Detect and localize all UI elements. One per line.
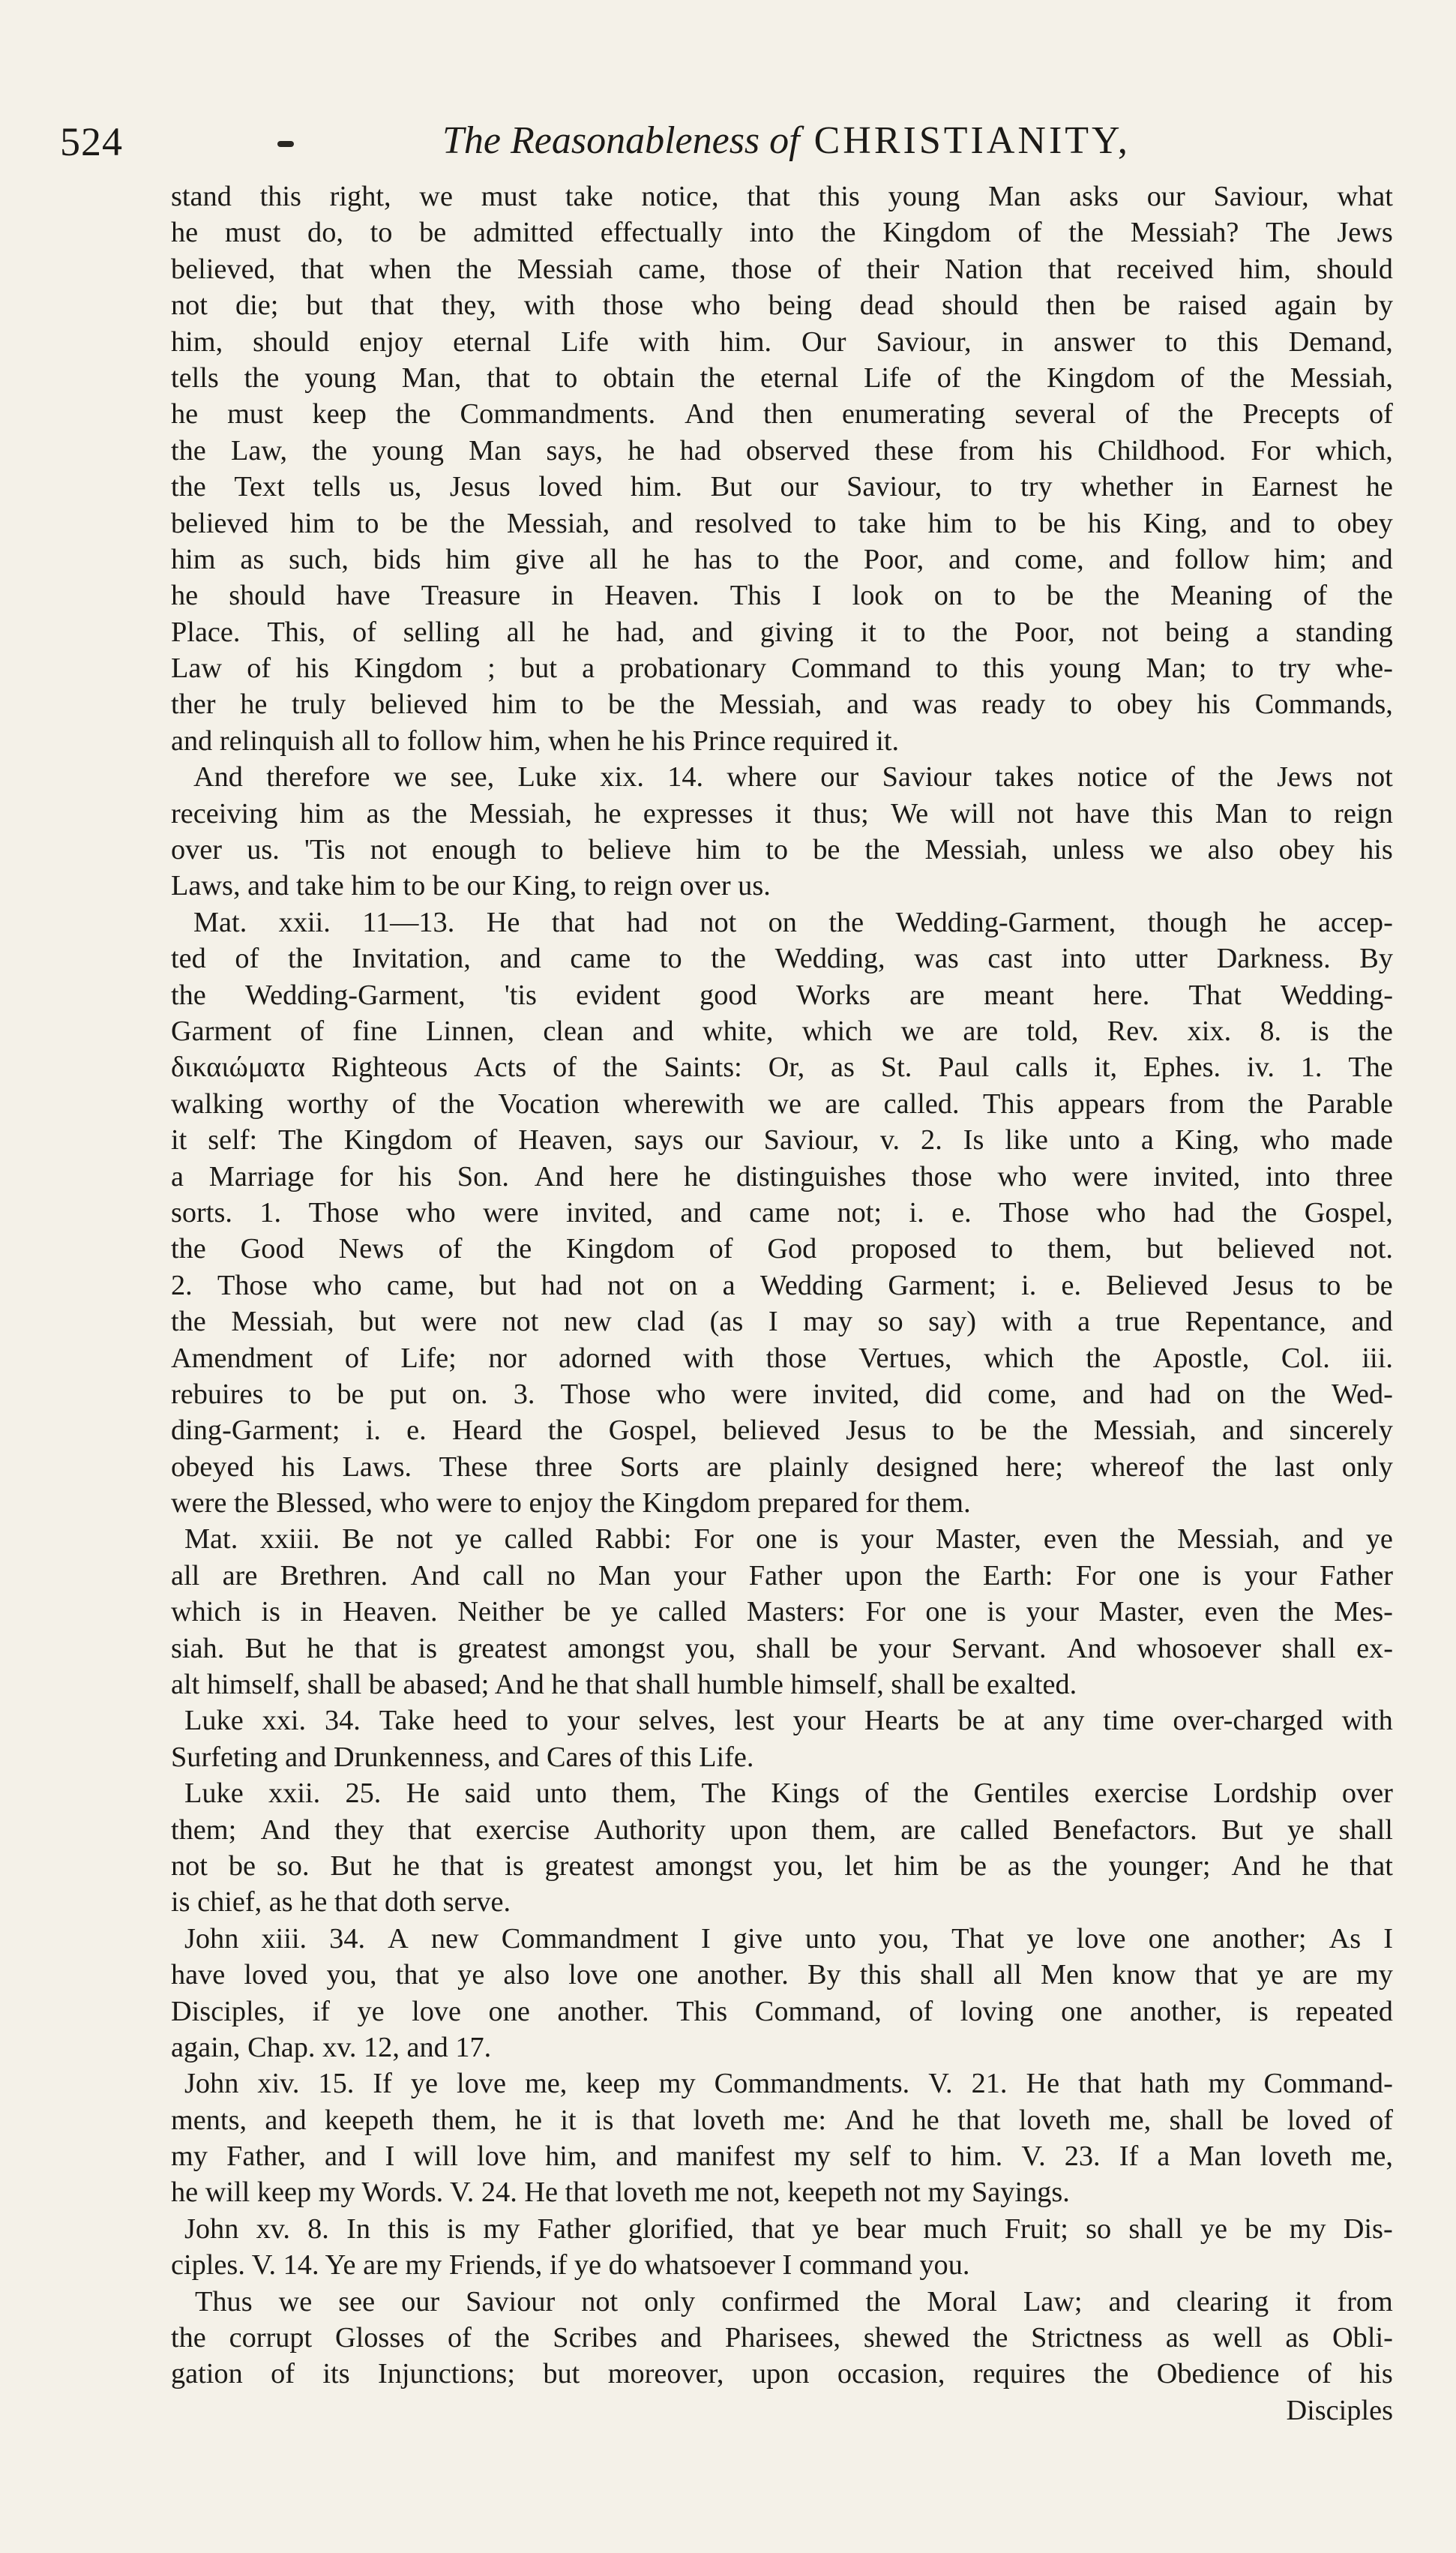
text-line: Luke xxii. 25. He said unto them, The Kings of the Gentiles exercise Lordship over bbox=[184, 1778, 1393, 1810]
text-line: Laws, and take him to be our King, to reign over us. bbox=[171, 870, 771, 902]
text-line: it self: The Kingdom of Heaven, says our Saviour, v. 2. Is like unto a King, who made bbox=[171, 1124, 1393, 1156]
text-line: not be so. But he that is greatest amongst you, let him be as the younger; And he that bbox=[171, 1850, 1393, 1882]
text-line: Disciples, if ye love one another. This Command, of loving one another, is repeated bbox=[171, 1995, 1393, 2027]
text-line: ciples. V. 14. Ye are my Friends, if ye do whatsoever I command you. bbox=[171, 2249, 970, 2282]
text-line: he should have Treasure in Heaven. This I look on to be the Meaning of the bbox=[171, 580, 1393, 612]
running-title-italic: The Reasonableness of bbox=[442, 119, 800, 162]
text-line: all are Brethren. And call no Man your Father upon the Earth: For one is your Father bbox=[171, 1559, 1393, 1592]
page-header bbox=[60, 112, 1395, 172]
text-line: Mat. xxii. 11—13. He that had not on the Wedding-Garment, though he accep- bbox=[193, 906, 1393, 938]
text-line: believed him to be the Messiah, and resolved to take him to be his King, and to obey bbox=[171, 507, 1393, 539]
text-line: alt himself, shall be abased; And he that shall humble himself, shall be exalted. bbox=[171, 1669, 1077, 1701]
text-line: and relinquish all to follow him, when he his Prince required it. bbox=[171, 724, 900, 757]
text-line: have loved you, that ye also love one another. By this shall all Men know that ye are my bbox=[171, 1959, 1393, 1991]
text-line: obeyed his Laws. These three Sorts are plainly designed here; whereof the last only bbox=[171, 1450, 1393, 1483]
text-line: ding-Garment; i. e. Heard the Gospel, believed Jesus to be the Messiah, and sincerely bbox=[171, 1414, 1393, 1447]
text-line: again, Chap. xv. 12, and 17. bbox=[171, 2031, 492, 2063]
text-line: ther he truly believed him to be the Messiah, and was ready to obey his Commands, bbox=[171, 688, 1393, 721]
text-line: ments, and keepeth them, he it is that loveth me: And he that loveth me, shall be loved of bbox=[171, 2104, 1393, 2136]
text-line: believed, that when the Messiah came, those of their Nation that received him, should bbox=[171, 253, 1393, 285]
text-line: walking worthy of the Vocation wherewith we are called. This appears from the Parable bbox=[171, 1088, 1393, 1120]
text-line: δικαιώματα Righteous Acts of the Saints: Or, as St. Paul calls it, Ephes. iv. 1. The bbox=[171, 1052, 1393, 1084]
text-line: 2. Those who came, but had not on a Wedding Garment; i. e. Believed Jesus to be bbox=[171, 1269, 1393, 1301]
text-line: Mat. xxiii. Be not ye called Rabbi: For one is your Master, even the Messiah, and ye bbox=[184, 1523, 1393, 1556]
text-line: him, should enjoy eternal Life with him. Our Saviour, in answer to this Demand, bbox=[171, 326, 1393, 358]
text-line: ted of the Invitation, and came to the Wedding, was cast into utter Darkness. By bbox=[171, 943, 1393, 975]
text-line: he must keep the Commandments. And then enumerating several of the Precepts of bbox=[171, 398, 1393, 430]
running-title bbox=[442, 118, 1131, 163]
text-line: the Law, the young Man says, he had observed these from his Childhood. For which, bbox=[171, 434, 1393, 466]
text-line: John xiii. 34. A new Commandment I give unto you, That ye love one another; As I bbox=[184, 1922, 1393, 1954]
text-line: Surfeting and Drunkenness, and Cares of this Life. bbox=[171, 1741, 754, 1773]
text-line: rebuires to be put on. 3. Those who were invited, did come, and had on the Wed- bbox=[171, 1378, 1393, 1410]
text-line: tells the young Man, that to obtain the eternal Life of the Kingdom of the Messiah, bbox=[171, 362, 1393, 394]
header-ornament bbox=[277, 141, 294, 147]
text-line: the corrupt Glosses of the Scribes and Pharisees, shewed the Strictness as well as Obli- bbox=[171, 2322, 1393, 2354]
text-line: Law of his Kingdom ; but a probationary Command to this young Man; to try whe- bbox=[171, 652, 1393, 685]
running-title-caps: CHRISTIANITY, bbox=[813, 119, 1131, 162]
text-line: which is in Heaven. Neither be ye called Masters: For one is your Master, even the Mes- bbox=[171, 1596, 1393, 1628]
text-line: Place. This, of selling all he had, and giving it to the Poor, not being a standing bbox=[171, 616, 1393, 648]
text-line: my Father, and I will love him, and manifest my self to him. V. 23. If a Man loveth me, bbox=[171, 2140, 1393, 2173]
text-line: stand this right, we must take notice, that this young Man asks our Saviour, what bbox=[171, 181, 1393, 212]
text-line: gation of its Injunctions; but moreover, upon occasion, requires the Obedience of his bbox=[171, 2358, 1393, 2390]
text-line: John xiv. 15. If ye love me, keep my Commandments. V. 21. He that hath my Command- bbox=[184, 2068, 1393, 2100]
text-line: Amendment of Life; nor adorned with those Vertues, which the Apostle, Col. iii. bbox=[171, 1342, 1393, 1374]
page-number: 524 bbox=[60, 119, 123, 164]
text-line: the Good News of the Kingdom of God proposed to them, but believed not. bbox=[171, 1233, 1393, 1265]
text-line: is chief, as he that doth serve. bbox=[171, 1886, 511, 1918]
text-line: the Text tells us, Jesus loved him. But our Saviour, to try whether in Earnest he bbox=[171, 471, 1393, 503]
text-line: And therefore we see, Luke xix. 14. where our Saviour takes notice of the Jews not bbox=[193, 761, 1393, 794]
text-line: Thus we see our Saviour not only confirmed the Moral Law; and clearing it from bbox=[195, 2285, 1393, 2318]
text-line: Disciples bbox=[1286, 2394, 1393, 2426]
text-line: John xv. 8. In this is my Father glorified, that ye bear much Fruit; so shall ye be my Dis- bbox=[184, 2212, 1393, 2245]
text-line: he will keep my Words. V. 24. He that loveth me not, keepeth not my Sayings. bbox=[171, 2176, 1070, 2209]
body-text bbox=[171, 178, 1393, 2428]
text-line: Garment of fine Linnen, clean and white, which we are told, Rev. xix. 8. is the bbox=[171, 1015, 1393, 1047]
text-line: a Marriage for his Son. And here he distinguishes those who were invited, into three bbox=[171, 1160, 1393, 1192]
text-line: not die; but that they, with those who being dead should then be raised again by bbox=[171, 290, 1393, 322]
text-line: receiving him as the Messiah, he expresses it thus; We will not have this Man to reign bbox=[171, 797, 1393, 830]
text-line: siah. But he that is greatest amongst you, shall be your Servant. And whosoever shall ex- bbox=[171, 1632, 1393, 1664]
text-line: the Messiah, but were not new clad (as I may so say) with a true Repentance, and bbox=[171, 1306, 1393, 1338]
text-line: them; And they that exercise Authority upon them, are called Benefactors. But ye shall bbox=[171, 1814, 1393, 1846]
text-line: him as such, bids him give all he has to the Poor, and come, and follow him; and bbox=[171, 543, 1393, 575]
text-line: Luke xxi. 34. Take heed to your selves, lest your Hearts be at any time over-charged with bbox=[184, 1705, 1393, 1737]
text-line: the Wedding-Garment, 'tis evident good Works are meant here. That Wedding- bbox=[171, 979, 1393, 1011]
text-line: over us. 'Tis not enough to believe him to be the Messiah, unless we also obey his bbox=[171, 834, 1393, 866]
text-line: he must do, to be admitted effectually into the Kingdom of the Messiah? The Jews bbox=[171, 217, 1393, 249]
text-line: sorts. 1. Those who were invited, and came not; i. e. Those who had the Gospel, bbox=[171, 1196, 1393, 1228]
text-line: were the Blessed, who were to enjoy the Kingdom prepared for them. bbox=[171, 1487, 971, 1520]
